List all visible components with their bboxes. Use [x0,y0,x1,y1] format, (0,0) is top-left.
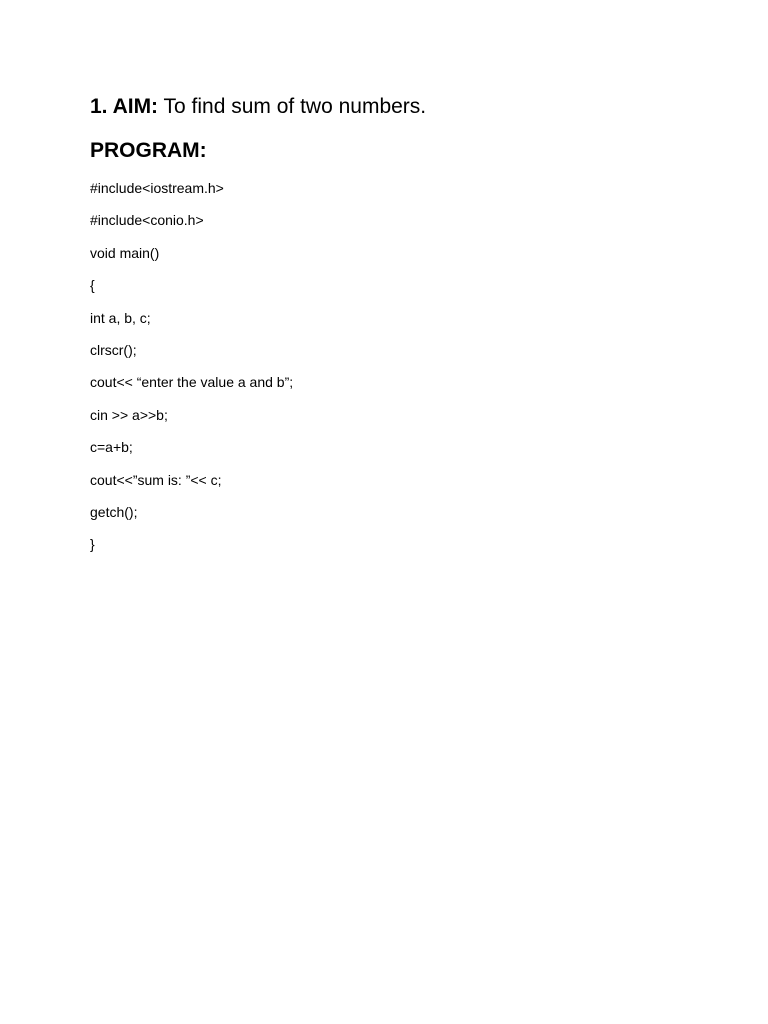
code-line: cin >> a>>b; [90,406,168,423]
code-listing [90,178,293,567]
code-line: { [90,277,95,294]
code-line: clrscr(); [90,341,137,358]
code-line: #include<iostream.h> [90,180,224,196]
code-line: void main() [90,244,160,261]
code-line: #include<conio.h> [90,212,204,229]
aim-text: To find sum of two numbers. [158,95,427,118]
code-line: cout<< “enter the value a and b”; [90,374,294,391]
program-heading: PROGRAM: [90,139,207,162]
code-line: cout<<”sum is: ”<< c; [90,471,222,488]
aim-line [90,94,426,120]
code-line: c=a+b; [90,439,133,456]
code-line: getch(); [90,503,138,520]
aim-label: 1. AIM: [90,95,159,118]
code-line: int a, b, c; [90,309,151,326]
code-line: } [90,536,95,553]
